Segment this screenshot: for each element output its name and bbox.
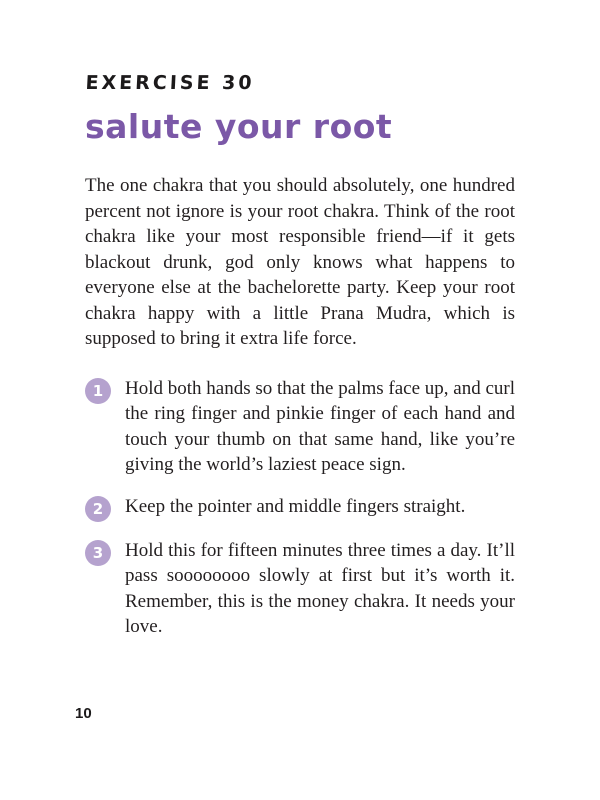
book-page-content [85,72,515,656]
list-item [85,376,515,478]
step-text: Hold this for fifteen minutes three times a day. It’ll pass soooooooo slowly at first but it’s worth it. Remember, this is the money chakra. It needs your love. [125,539,515,637]
step-number-badge: 1 [85,378,111,404]
exercise-label: EXERCISE 30 [85,72,256,94]
page-title: salute your root [85,107,393,146]
step-text: Hold both hands so that the palms face up, and curl the ring finger and pinkie finger of each hand and touch your thumb on that same hand, like you’re giving the world’s laziest peace sign. [125,377,515,475]
intro-paragraph: The one chakra that you should absolutely, one hundred percent not ignore is your root chakra. Think of the root chakra like your most responsible friend—if it gets blackout drunk, god only knows what happens to everyone else at the bachelorette party. Keep your root chakra happy with a little Prana Mudra, which is supposed to bring it extra life force. [85,175,515,349]
page-number: 10 [75,705,92,722]
list-item [85,494,515,522]
step-number-badge: 2 [85,496,111,522]
list-item [85,538,515,640]
step-number-badge: 3 [85,540,111,566]
steps-list [85,376,515,640]
step-text: Keep the pointer and middle fingers straight. [125,495,466,517]
